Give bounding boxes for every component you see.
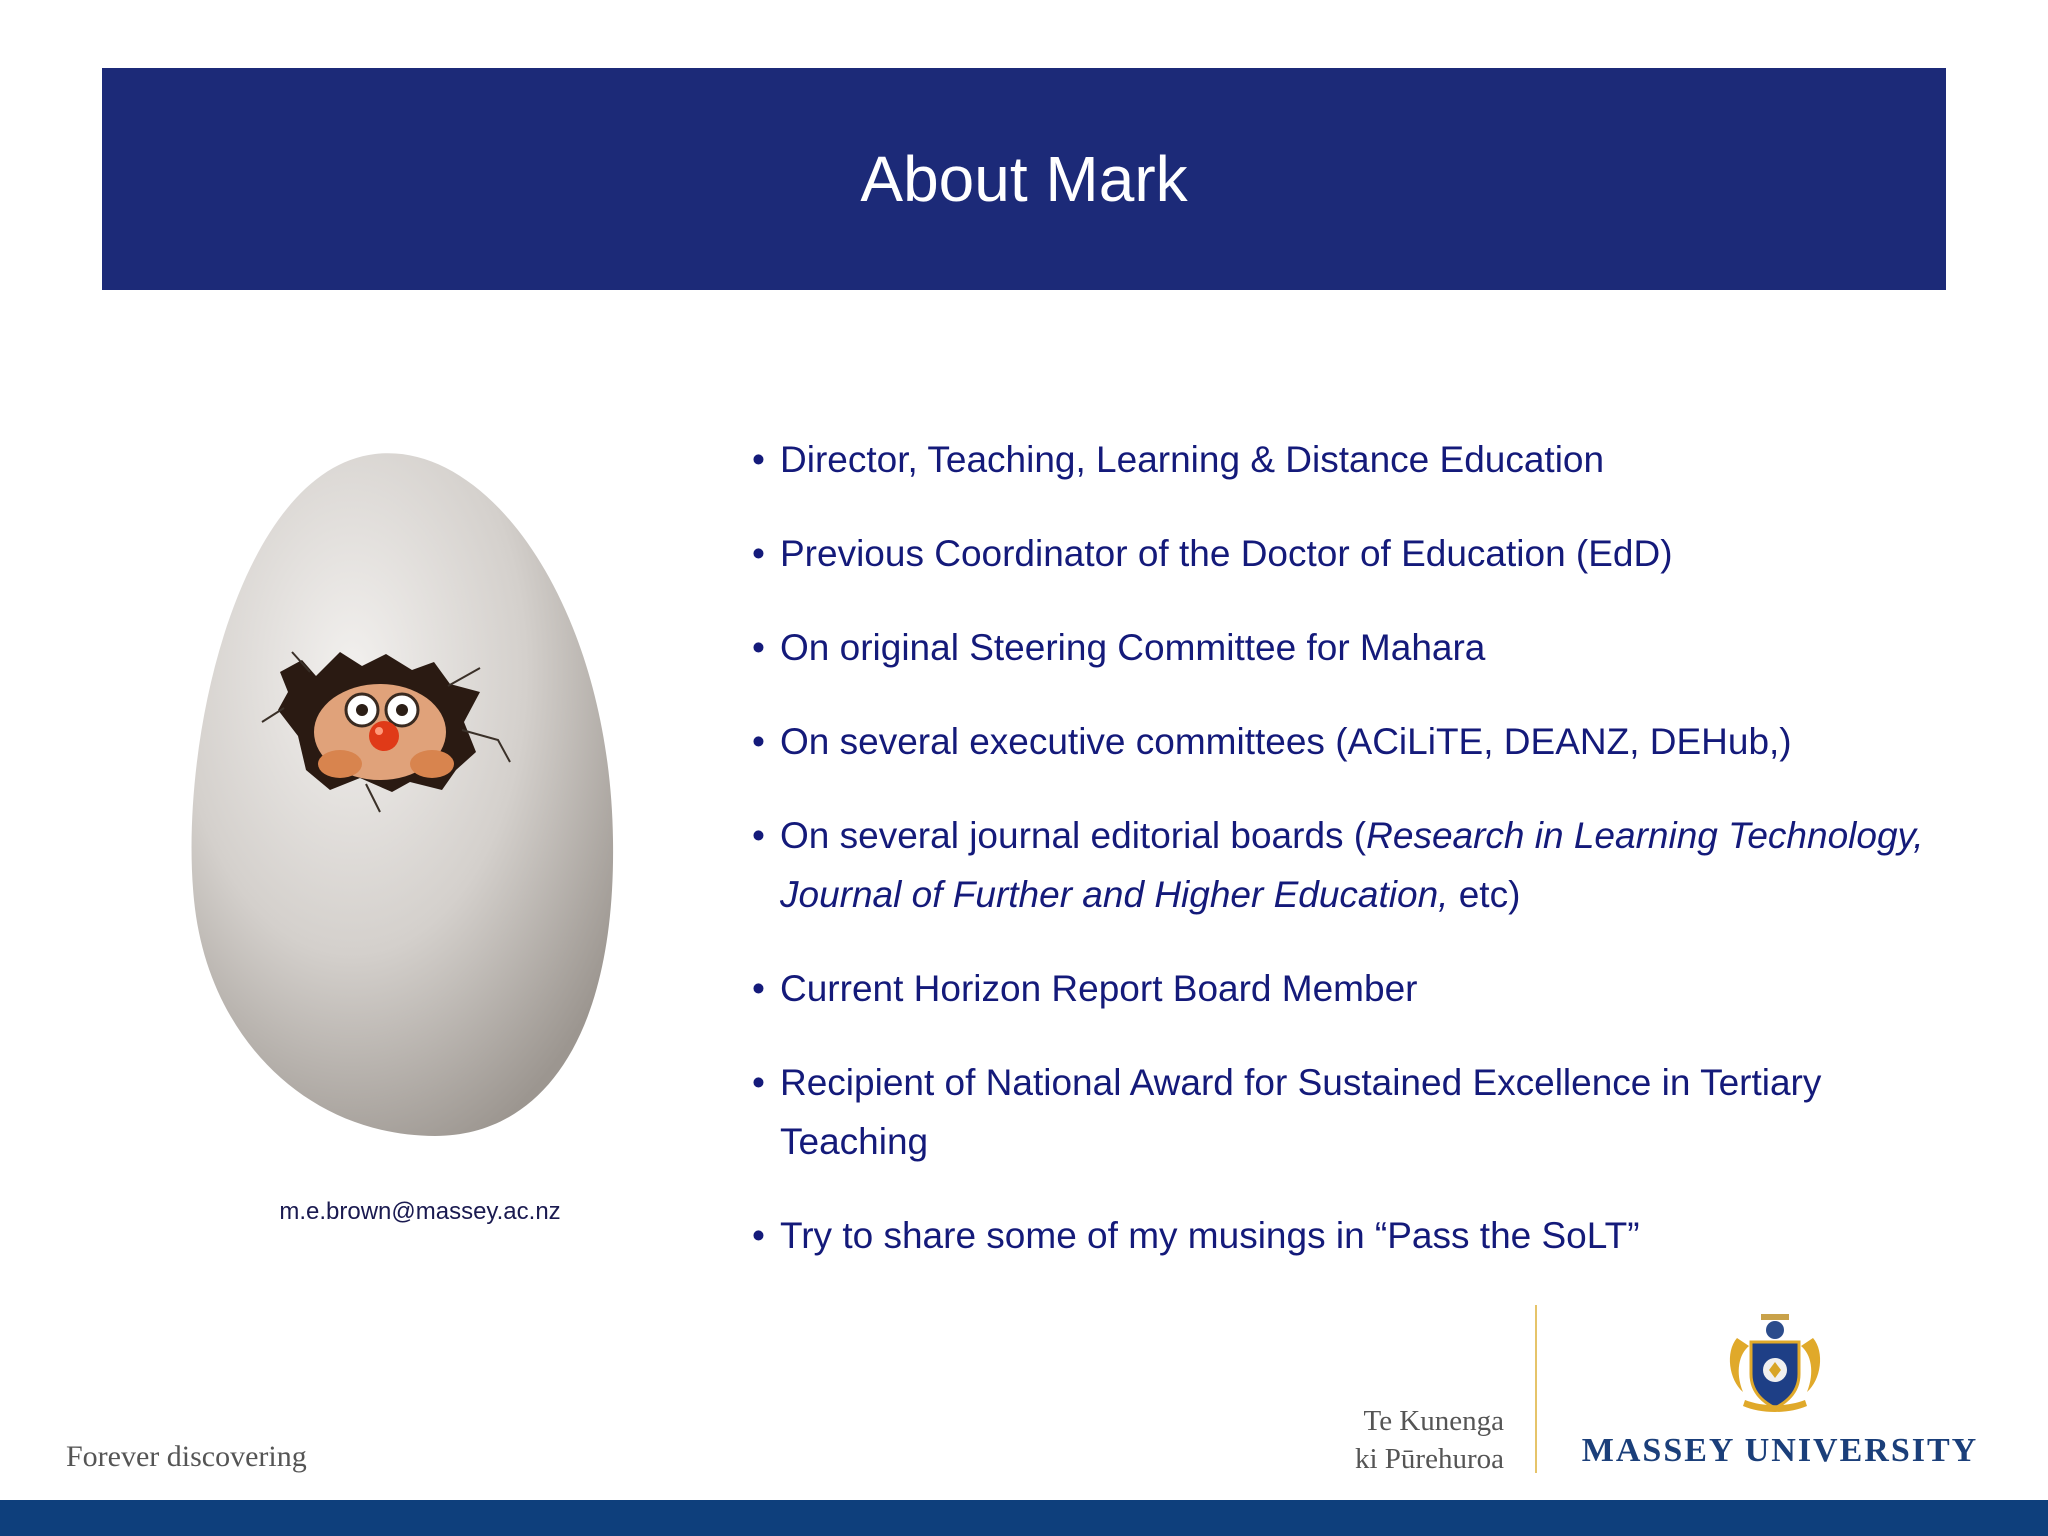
title-banner [102,68,1946,290]
massey-crest-icon [1725,1308,1825,1418]
bullet-text: On original Steering Committee for Mahara [780,627,1486,668]
bullet-list [752,430,1952,1300]
maori-name-line2: ki Pūrehuroa [1355,1443,1504,1475]
bullet-text: Recipient of National Award for Sustained Excellence in Tertiary Teaching [780,1062,1822,1162]
bullet-text: Previous Coordinator of the Doctor of Education (EdD) [780,533,1673,574]
university-name: MASSEY UNIVERSITY [1581,1432,1979,1469]
bullet-text-pre: On several journal editorial boards ( [780,815,1367,856]
slide-title: About Mark [860,143,1188,215]
bullet-text-post: etc) [1448,874,1521,915]
bullet-symbol: • [752,1062,765,1103]
bullet-item [752,712,1952,771]
bullet-symbol: • [752,968,765,1009]
bullet-item [752,806,1952,924]
bullet-item [752,524,1952,583]
bullet-item [752,1053,1952,1171]
bullet-item [752,430,1952,489]
bullet-text: Director, Teaching, Learning & Distance Education [780,439,1605,480]
bullet-symbol: • [752,721,765,762]
bullet-item [752,1206,1952,1265]
bullet-symbol: • [752,627,765,668]
bullet-symbol: • [752,815,765,856]
footer-bar [0,1500,2048,1536]
bullet-text: On several executive committees (ACiLiTE, DEANZ, DEHub,) [780,721,1792,762]
journal-names: Research in Learning Technology, Journal of Further and Higher Education, [780,815,1924,915]
bullet-item [752,618,1952,677]
bullet-symbol: • [752,439,765,480]
footer-divider [1535,1305,1537,1473]
contact-email: m.e.brown@massey.ac.nz [279,1198,561,1225]
bullet-symbol: • [752,533,765,574]
cracked-egg-icon [180,440,640,1150]
bullet-symbol: • [752,1215,765,1256]
bullet-item [752,959,1952,1018]
tagline: Forever discovering [66,1440,307,1473]
maori-name [1300,1402,1504,1478]
maori-name-line1: Te Kunenga [1363,1405,1504,1437]
bullet-text: Try to share some of my musings in “Pass the SoLT” [780,1215,1640,1256]
egg-photo [180,440,640,1150]
bullet-text: Current Horizon Report Board Member [780,968,1418,1009]
